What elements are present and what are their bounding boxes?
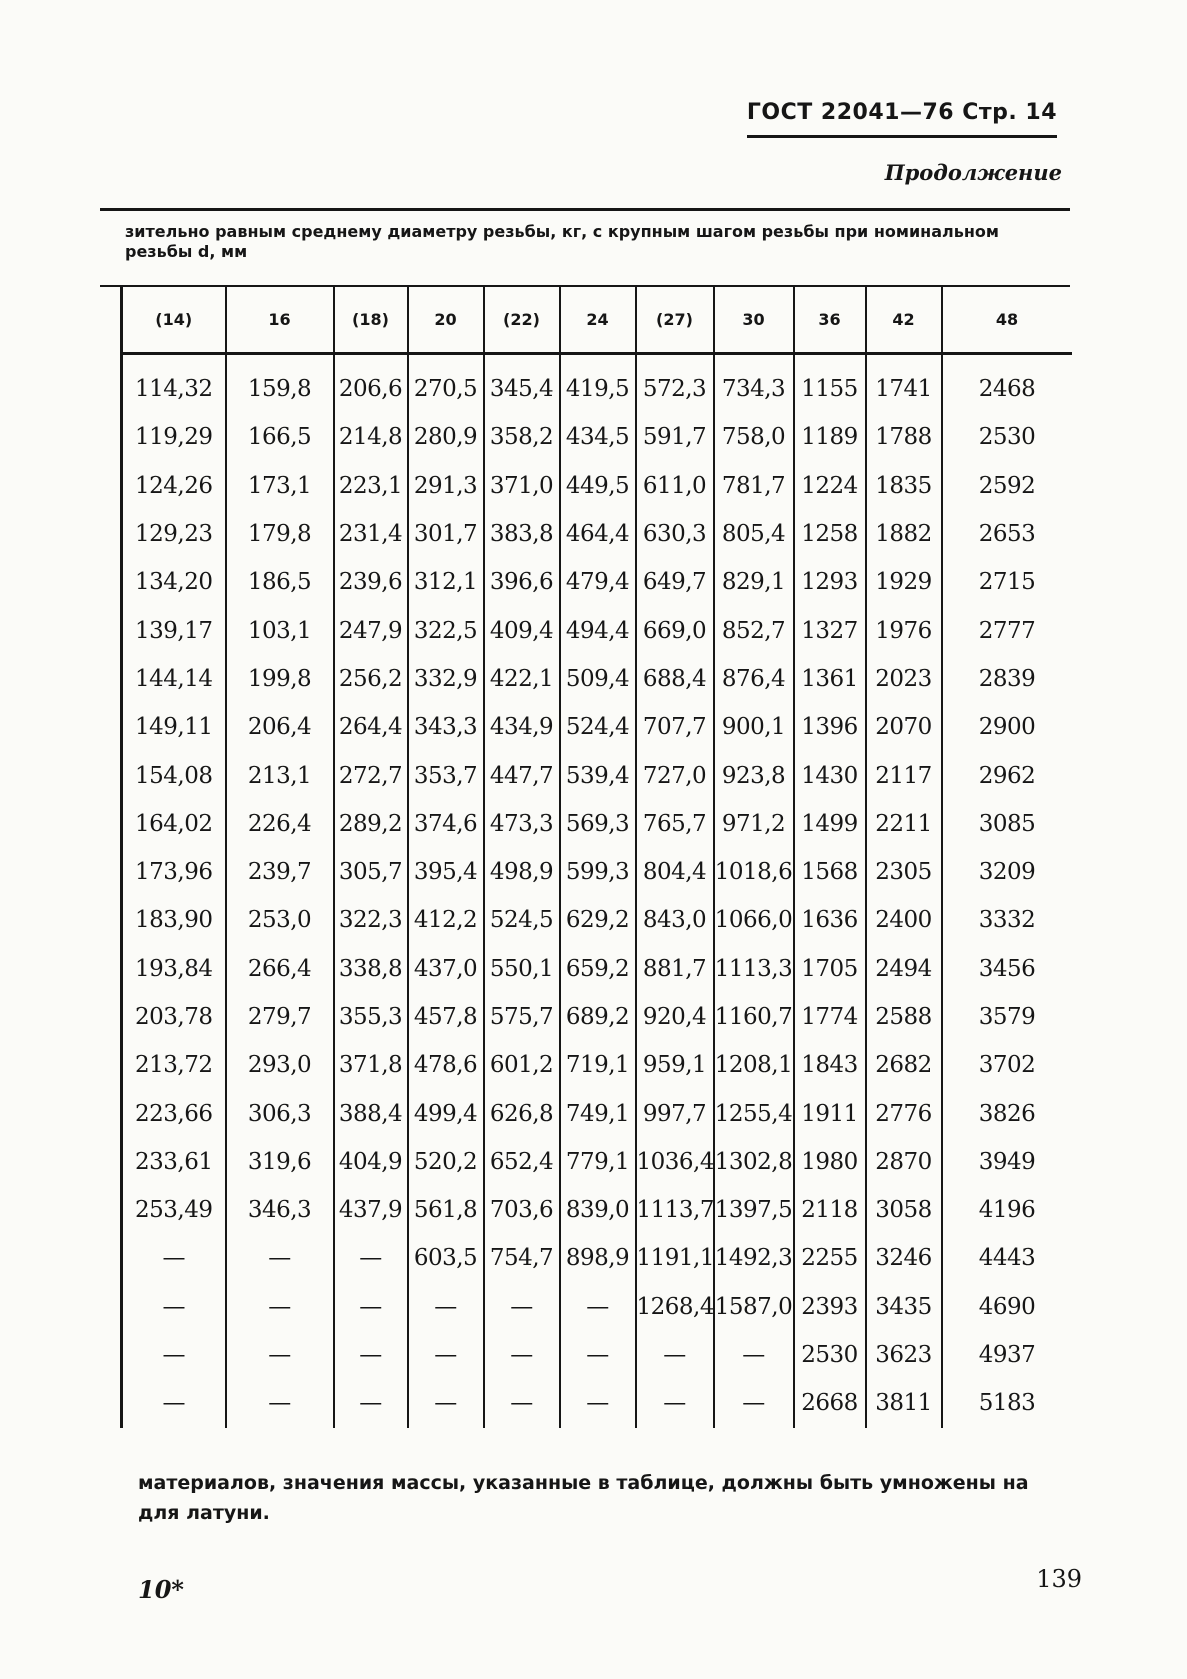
table-cell: — — [560, 1331, 636, 1379]
table-cell: 3949 — [942, 1138, 1072, 1186]
table-cell: 689,2 — [560, 993, 636, 1041]
table-cell: 1191,1 — [636, 1234, 714, 1282]
table-cell: 2305 — [866, 848, 942, 896]
table-cell: 345,4 — [484, 354, 560, 414]
footnote-line-2: для латуни. — [138, 1502, 270, 1524]
table-cell: — — [122, 1234, 226, 1282]
table-cell: 396,6 — [484, 558, 560, 606]
table-cell: 159,8 — [226, 354, 334, 414]
table-cell: 1774 — [794, 993, 866, 1041]
table-cell: 1396 — [794, 703, 866, 751]
table-cell: 1397,5 — [714, 1186, 794, 1234]
table-cell: 569,3 — [560, 800, 636, 848]
table-cell: 332,9 — [408, 655, 484, 703]
table-cell: 550,1 — [484, 945, 560, 993]
table-cell: 2776 — [866, 1089, 942, 1137]
table-cell: 923,8 — [714, 751, 794, 799]
table-cell: 3826 — [942, 1089, 1072, 1137]
table-row — [122, 1234, 1072, 1282]
table-cell: 781,7 — [714, 462, 794, 510]
table-cell: 213,72 — [122, 1041, 226, 1089]
table-cell: — — [636, 1379, 714, 1427]
table-cell: 1018,6 — [714, 848, 794, 896]
table-cell: 1430 — [794, 751, 866, 799]
table-cell: 1255,4 — [714, 1089, 794, 1137]
table-cell: 1741 — [866, 354, 942, 414]
table-cell: 1327 — [794, 606, 866, 654]
table-cell: — — [560, 1379, 636, 1427]
table-cell: 166,5 — [226, 413, 334, 461]
table-cell: 322,3 — [334, 896, 408, 944]
table-cell: 3811 — [866, 1379, 942, 1427]
table-cell: 575,7 — [484, 993, 560, 1041]
table-body — [122, 354, 1072, 1428]
column-header: 42 — [866, 286, 942, 354]
column-header: 30 — [714, 286, 794, 354]
table-row — [122, 800, 1072, 848]
table-cell: 572,3 — [636, 354, 714, 414]
column-header: 36 — [794, 286, 866, 354]
table-cell: 499,4 — [408, 1089, 484, 1137]
table-cell: 223,66 — [122, 1089, 226, 1137]
table-row — [122, 703, 1072, 751]
table-cell: 843,0 — [636, 896, 714, 944]
table-cell: — — [636, 1331, 714, 1379]
table-cell: 599,3 — [560, 848, 636, 896]
table-cell: 839,0 — [560, 1186, 636, 1234]
table-cell: 293,0 — [226, 1041, 334, 1089]
table-cell: 1705 — [794, 945, 866, 993]
table-cell: 779,1 — [560, 1138, 636, 1186]
table-cell: 2118 — [794, 1186, 866, 1234]
table-cell: 3623 — [866, 1331, 942, 1379]
table-cell: — — [334, 1234, 408, 1282]
table-cell: 1066,0 — [714, 896, 794, 944]
top-rule — [100, 208, 1070, 211]
table-row — [122, 354, 1072, 414]
table-cell: 1976 — [866, 606, 942, 654]
table-cell: 2682 — [866, 1041, 942, 1089]
table-cell: 449,5 — [560, 462, 636, 510]
table-cell: 603,5 — [408, 1234, 484, 1282]
table-cell: 520,2 — [408, 1138, 484, 1186]
table-cell: — — [408, 1379, 484, 1427]
table-cell: 2777 — [942, 606, 1072, 654]
table-cell: 2255 — [794, 1234, 866, 1282]
table-cell: — — [122, 1283, 226, 1331]
table-cell: 179,8 — [226, 510, 334, 558]
table-cell: 199,8 — [226, 655, 334, 703]
table-cell: 478,6 — [408, 1041, 484, 1089]
table-cell: 3246 — [866, 1234, 942, 1282]
caption-line-2: резьбы d, мм — [125, 242, 248, 261]
table-cell: — — [226, 1283, 334, 1331]
table-cell: 1160,7 — [714, 993, 794, 1041]
table-cell: — — [484, 1331, 560, 1379]
table-cell: 669,0 — [636, 606, 714, 654]
table-caption — [125, 222, 1070, 262]
table-cell: 264,4 — [334, 703, 408, 751]
table-cell: 1361 — [794, 655, 866, 703]
table-cell: — — [714, 1379, 794, 1427]
table-cell: 524,4 — [560, 703, 636, 751]
table-cell: 419,5 — [560, 354, 636, 414]
table-cell: 1788 — [866, 413, 942, 461]
table-cell: 279,7 — [226, 993, 334, 1041]
table-cell: 2117 — [866, 751, 942, 799]
table-cell: 203,78 — [122, 993, 226, 1041]
table-cell: 2468 — [942, 354, 1072, 414]
table-cell: 134,20 — [122, 558, 226, 606]
table-cell: 4937 — [942, 1331, 1072, 1379]
table-cell: 629,2 — [560, 896, 636, 944]
table-cell: 266,4 — [226, 945, 334, 993]
table-cell: 149,11 — [122, 703, 226, 751]
table-cell: 1268,4 — [636, 1283, 714, 1331]
table-cell: 1113,7 — [636, 1186, 714, 1234]
table-cell: 971,2 — [714, 800, 794, 848]
table-cell: 1911 — [794, 1089, 866, 1137]
table-cell: 306,3 — [226, 1089, 334, 1137]
table-cell: 2588 — [866, 993, 942, 1041]
table-cell: 388,4 — [334, 1089, 408, 1137]
table-cell: 1492,3 — [714, 1234, 794, 1282]
table-cell: 561,8 — [408, 1186, 484, 1234]
table-cell: 1587,0 — [714, 1283, 794, 1331]
table-cell: 688,4 — [636, 655, 714, 703]
table-cell: 437,9 — [334, 1186, 408, 1234]
table-cell: 1224 — [794, 462, 866, 510]
table-cell: 3058 — [866, 1186, 942, 1234]
continuation-label: Продолжение — [884, 160, 1062, 185]
table-cell: 144,14 — [122, 655, 226, 703]
table-cell: 494,4 — [560, 606, 636, 654]
table-cell: 1113,3 — [714, 945, 794, 993]
table-cell: 1258 — [794, 510, 866, 558]
table-cell: 2592 — [942, 462, 1072, 510]
table-cell: 707,7 — [636, 703, 714, 751]
table-cell: 601,2 — [484, 1041, 560, 1089]
table-cell: 270,5 — [408, 354, 484, 414]
table-cell: 703,6 — [484, 1186, 560, 1234]
table-cell: 4690 — [942, 1283, 1072, 1331]
caption-line-1: зительно равным среднему диаметру резьбы, кг, с крупным шагом резьбы при номинальном — [125, 222, 999, 241]
table-cell: 114,32 — [122, 354, 226, 414]
table-cell: 758,0 — [714, 413, 794, 461]
table-cell: — — [226, 1234, 334, 1282]
table-header-row — [122, 286, 1072, 354]
table-cell: 852,7 — [714, 606, 794, 654]
table-cell: 539,4 — [560, 751, 636, 799]
table-cell: 2494 — [866, 945, 942, 993]
table-cell: 223,1 — [334, 462, 408, 510]
column-header: 16 — [226, 286, 334, 354]
table-cell: 464,4 — [560, 510, 636, 558]
column-header: (14) — [122, 286, 226, 354]
table-cell: 338,8 — [334, 945, 408, 993]
table-row — [122, 606, 1072, 654]
table-cell: 355,3 — [334, 993, 408, 1041]
table-cell: 649,7 — [636, 558, 714, 606]
table-cell: 253,49 — [122, 1186, 226, 1234]
table-cell: 1036,4 — [636, 1138, 714, 1186]
table-cell: 233,61 — [122, 1138, 226, 1186]
footnote — [138, 1468, 1078, 1528]
table-cell: 231,4 — [334, 510, 408, 558]
footnote-line-1: материалов, значения массы, указанные в таблице, должны быть умножены на — [138, 1472, 1029, 1494]
table-cell: 422,1 — [484, 655, 560, 703]
table-cell: 959,1 — [636, 1041, 714, 1089]
table-row — [122, 1331, 1072, 1379]
table-cell: 509,4 — [560, 655, 636, 703]
table-row — [122, 1041, 1072, 1089]
table-row — [122, 413, 1072, 461]
table-cell: 239,6 — [334, 558, 408, 606]
table-cell: 997,7 — [636, 1089, 714, 1137]
table-cell: 1980 — [794, 1138, 866, 1186]
table-cell: 395,4 — [408, 848, 484, 896]
table-cell: 1208,1 — [714, 1041, 794, 1089]
document-header: ГОСТ 22041—76 Стр. 14 — [747, 100, 1057, 138]
table-cell: 206,6 — [334, 354, 408, 414]
table-cell: 139,17 — [122, 606, 226, 654]
table-cell: 371,0 — [484, 462, 560, 510]
table-row — [122, 558, 1072, 606]
table-cell: 312,1 — [408, 558, 484, 606]
table-cell: 2211 — [866, 800, 942, 848]
table-cell: 371,8 — [334, 1041, 408, 1089]
table-cell: 437,0 — [408, 945, 484, 993]
table-cell: 591,7 — [636, 413, 714, 461]
table-cell: 473,3 — [484, 800, 560, 848]
table-cell: 124,26 — [122, 462, 226, 510]
table-cell: 727,0 — [636, 751, 714, 799]
table-row — [122, 1089, 1072, 1137]
table-cell: 214,8 — [334, 413, 408, 461]
table-cell: 3332 — [942, 896, 1072, 944]
table-cell: 2530 — [794, 1331, 866, 1379]
table-cell: 247,9 — [334, 606, 408, 654]
table-cell: 206,4 — [226, 703, 334, 751]
table-cell: 409,4 — [484, 606, 560, 654]
table-cell: 447,7 — [484, 751, 560, 799]
table-cell: 289,2 — [334, 800, 408, 848]
table-cell: 1843 — [794, 1041, 866, 1089]
table-cell: 1636 — [794, 896, 866, 944]
table-cell: 1929 — [866, 558, 942, 606]
table-cell: 280,9 — [408, 413, 484, 461]
table-cell: 630,3 — [636, 510, 714, 558]
column-header: (22) — [484, 286, 560, 354]
table-cell: 2393 — [794, 1283, 866, 1331]
table-cell: 2839 — [942, 655, 1072, 703]
table-cell: — — [484, 1283, 560, 1331]
table-cell: 186,5 — [226, 558, 334, 606]
table-cell: 1568 — [794, 848, 866, 896]
table-cell: 346,3 — [226, 1186, 334, 1234]
table-cell: 272,7 — [334, 751, 408, 799]
table-cell: 3579 — [942, 993, 1072, 1041]
table-row — [122, 945, 1072, 993]
table-cell: 2070 — [866, 703, 942, 751]
table-cell: 524,5 — [484, 896, 560, 944]
table-cell: 2870 — [866, 1138, 942, 1186]
table-cell: 900,1 — [714, 703, 794, 751]
table-cell: 193,84 — [122, 945, 226, 993]
table-cell: — — [334, 1331, 408, 1379]
table-cell: — — [484, 1379, 560, 1427]
table-cell: — — [334, 1379, 408, 1427]
table-cell: 829,1 — [714, 558, 794, 606]
page-number: 139 — [1036, 1565, 1082, 1593]
table-cell: 5183 — [942, 1379, 1072, 1427]
table-cell: 611,0 — [636, 462, 714, 510]
table-cell: 626,8 — [484, 1089, 560, 1137]
table-cell: 3702 — [942, 1041, 1072, 1089]
table-cell: 498,9 — [484, 848, 560, 896]
table-cell: 434,9 — [484, 703, 560, 751]
table-cell: 876,4 — [714, 655, 794, 703]
table-cell: 164,02 — [122, 800, 226, 848]
footer-sheet-mark: 10* — [138, 1575, 184, 1604]
table-cell: — — [714, 1331, 794, 1379]
column-header: 20 — [408, 286, 484, 354]
table-cell: — — [334, 1283, 408, 1331]
table-cell: — — [122, 1379, 226, 1427]
table-cell: 226,4 — [226, 800, 334, 848]
table-cell: 2962 — [942, 751, 1072, 799]
table-cell: 3209 — [942, 848, 1072, 896]
table-cell: 881,7 — [636, 945, 714, 993]
table-cell: 1302,8 — [714, 1138, 794, 1186]
table-cell: 898,9 — [560, 1234, 636, 1282]
table-cell: 253,0 — [226, 896, 334, 944]
table-cell: 173,1 — [226, 462, 334, 510]
mass-table — [120, 286, 1072, 1428]
table-cell: 2668 — [794, 1379, 866, 1427]
table-cell: 2530 — [942, 413, 1072, 461]
table-row — [122, 1283, 1072, 1331]
column-header: (27) — [636, 286, 714, 354]
table-cell: 173,96 — [122, 848, 226, 896]
table-cell: 213,1 — [226, 751, 334, 799]
table-cell: 319,6 — [226, 1138, 334, 1186]
table-cell: 358,2 — [484, 413, 560, 461]
table-row — [122, 896, 1072, 944]
table-row — [122, 1379, 1072, 1427]
table-cell: 734,3 — [714, 354, 794, 414]
table-cell: 457,8 — [408, 993, 484, 1041]
table-cell: 343,3 — [408, 703, 484, 751]
table-cell: 754,7 — [484, 1234, 560, 1282]
table-cell: 1155 — [794, 354, 866, 414]
table-cell: 920,4 — [636, 993, 714, 1041]
table-row — [122, 1186, 1072, 1234]
column-header: 48 — [942, 286, 1072, 354]
table-cell: 749,1 — [560, 1089, 636, 1137]
table-row — [122, 751, 1072, 799]
table-cell: 1189 — [794, 413, 866, 461]
table-cell: 404,9 — [334, 1138, 408, 1186]
column-header: 24 — [560, 286, 636, 354]
table-cell: 1882 — [866, 510, 942, 558]
table-cell: 383,8 — [484, 510, 560, 558]
table-cell: 2900 — [942, 703, 1072, 751]
table-cell: 3456 — [942, 945, 1072, 993]
table-cell: — — [226, 1379, 334, 1427]
table-cell: 805,4 — [714, 510, 794, 558]
table-cell: 434,5 — [560, 413, 636, 461]
table-cell: 719,1 — [560, 1041, 636, 1089]
table-cell: 1293 — [794, 558, 866, 606]
table-row — [122, 993, 1072, 1041]
table-cell: 4443 — [942, 1234, 1072, 1282]
table-cell: 1499 — [794, 800, 866, 848]
table-cell: 765,7 — [636, 800, 714, 848]
table-cell: 479,4 — [560, 558, 636, 606]
table-row — [122, 848, 1072, 896]
table-cell: 119,29 — [122, 413, 226, 461]
column-header: (18) — [334, 286, 408, 354]
table-cell: 4196 — [942, 1186, 1072, 1234]
table-cell: 353,7 — [408, 751, 484, 799]
table-row — [122, 655, 1072, 703]
table-cell: 322,5 — [408, 606, 484, 654]
table-cell: 305,7 — [334, 848, 408, 896]
table-cell: 291,3 — [408, 462, 484, 510]
table-cell: 3435 — [866, 1283, 942, 1331]
table-cell: — — [560, 1283, 636, 1331]
table-cell: 301,7 — [408, 510, 484, 558]
table-cell: 239,7 — [226, 848, 334, 896]
table-row — [122, 1138, 1072, 1186]
table-cell: 129,23 — [122, 510, 226, 558]
table-cell: 2715 — [942, 558, 1072, 606]
table-cell: 412,2 — [408, 896, 484, 944]
table-row — [122, 462, 1072, 510]
table-cell: — — [226, 1331, 334, 1379]
table-cell: — — [408, 1331, 484, 1379]
table-cell: 2653 — [942, 510, 1072, 558]
table-cell: 374,6 — [408, 800, 484, 848]
table-cell: 256,2 — [334, 655, 408, 703]
table-cell: 1835 — [866, 462, 942, 510]
table-cell: — — [408, 1283, 484, 1331]
table-cell: 659,2 — [560, 945, 636, 993]
table-cell: — — [122, 1331, 226, 1379]
table-cell: 804,4 — [636, 848, 714, 896]
table-cell: 103,1 — [226, 606, 334, 654]
table-cell: 2400 — [866, 896, 942, 944]
table-cell: 3085 — [942, 800, 1072, 848]
table-cell: 652,4 — [484, 1138, 560, 1186]
table-cell: 154,08 — [122, 751, 226, 799]
table-cell: 183,90 — [122, 896, 226, 944]
table-cell: 2023 — [866, 655, 942, 703]
table-row — [122, 510, 1072, 558]
